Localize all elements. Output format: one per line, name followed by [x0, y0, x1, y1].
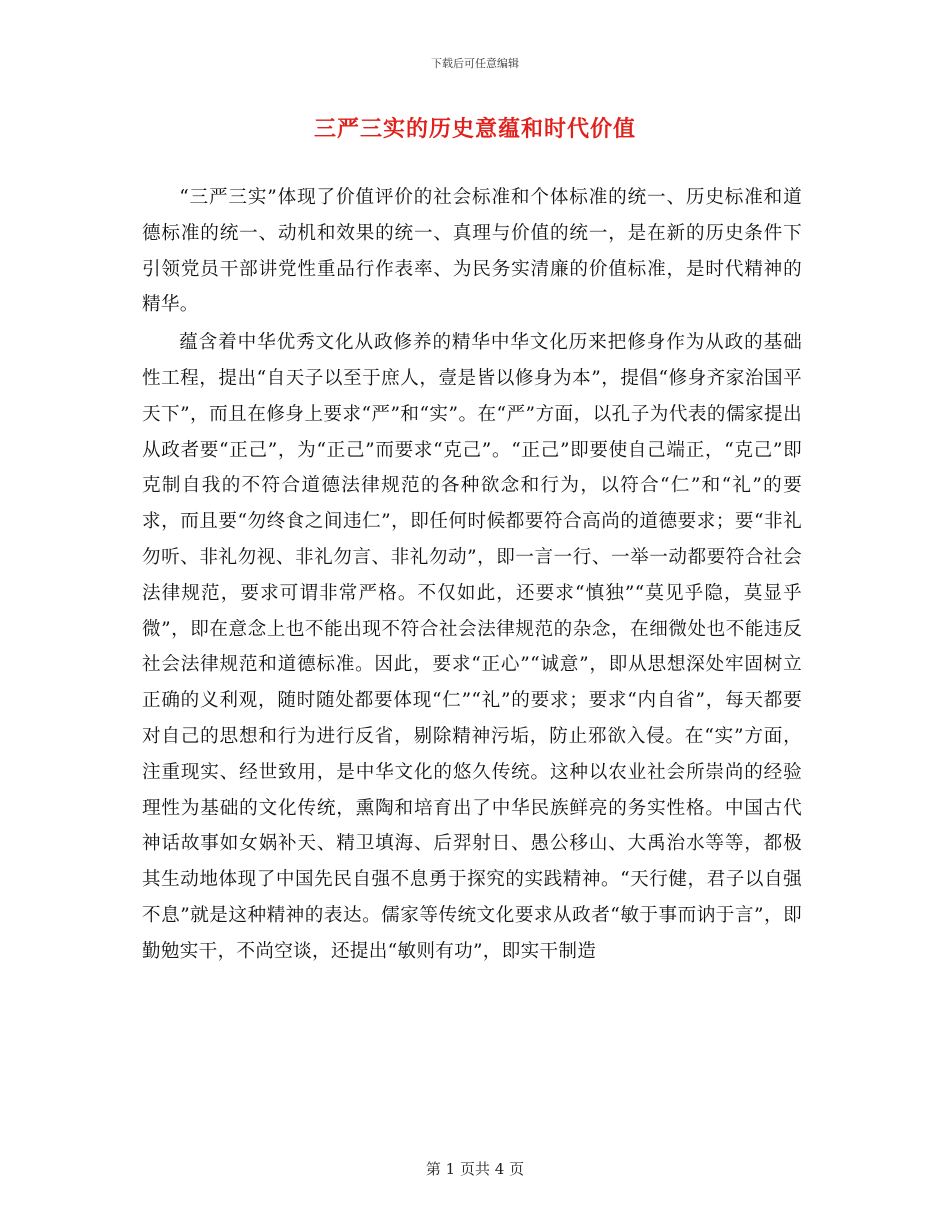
paragraph-2: 蕴含着中华优秀文化从政修养的精华中华文化历来把修身作为从政的基础性工程，提出“自天子以至于庶人，壹是皆以修身为本”，提倡“修身齐家治国平天下”，而且在修身上要求“严”和“实”。在“严”方面，以孔子为代表的儒家提出从政者要“正己”，为“正己”而要求“克己”。“正己”即要使自己端正，“克己”即克制自我的不符合道德法律规范的各种欲念和行为，以符合“仁”和“礼”的要求，而且要“勿终食之间违仁”，即任何时候都要符合高尚的道德要求；要“非礼勿听、非礼勿视、非礼勿言、非礼勿动”，即一言一行、一举一动都要符合社会法律规范，要求可谓非常严格。不仅如此，还要求“慎独”“莫见乎隐，莫显乎微”，即在意念上也不能出现不符合社会法律规范的杂念，在细微处也不能违反社会法律规范和道德标准。因此，要求“正心”“诚意”，即从思想深处牢固树立正确的义利观，随时随处都要体现“仁”“礼”的要求；要求“内自省”，每天都要对自己的思想和行为进行反省，剔除精神污垢，防止邪欲入侵。在“实”方面，注重现实、经世致用，是中华文化的悠久传统。这种以农业社会所崇尚的经验理性为基础的文化传统，熏陶和培育出了中华民族鲜亮的务实性格。中国古代神话故事如女娲补天、精卫填海、后羿射日、愚公移山、大禹治水等等，都极其生动地体现了中国先民自强不息勇于探究的实践精神。“天行健，君子以自强不息”就是这种精神的表达。儒家等传统文化要求从政者“敏于事而讷于言”，即勤勉实干，不尚空谈，还提出“敏则有功”，即实干制造	[142, 332, 802, 962]
document-title: 三严三实的历史意蕴和时代价值	[313, 116, 636, 142]
download-note-header: 下载后可任意编辑	[431, 57, 519, 70]
paragraph-1: “三严三实”体现了价值评价的社会标准和个体标准的统一、历史标准和道德标准的统一、动机和效果的统一、真理与价值的统一，是在新的历史条件下引领党员干部讲党性重品行作表率、为民务实清廉的价值标准，是时代精神的精华。	[142, 187, 802, 316]
page-number-footer: 第 1 页共 4 页	[425, 1160, 525, 1178]
document-body	[142, 180, 802, 970]
